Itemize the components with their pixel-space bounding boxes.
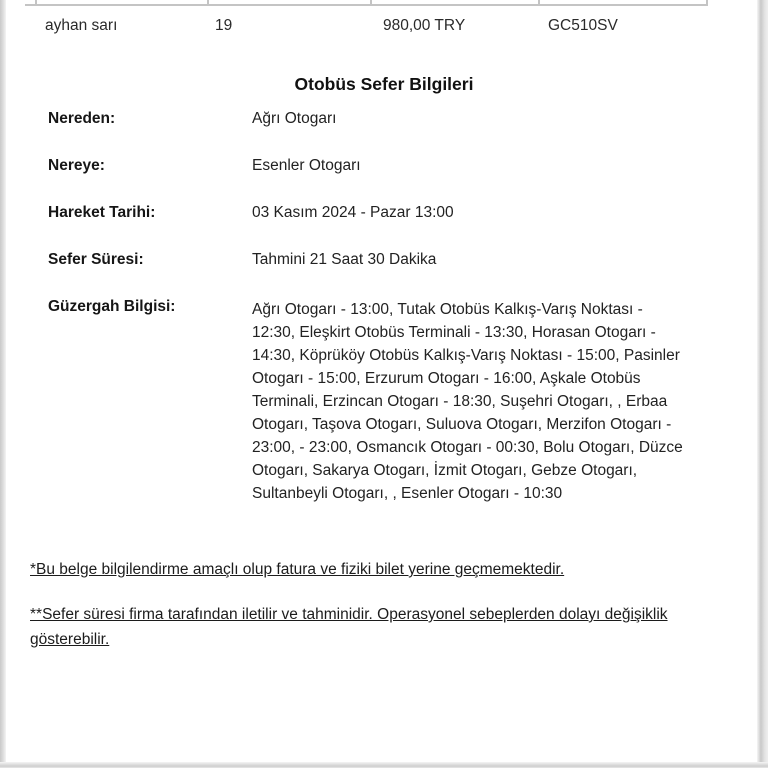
table-column-divider xyxy=(207,0,209,4)
field-label: Güzergah Bilgisi: xyxy=(48,298,176,315)
field-nereden xyxy=(48,110,336,128)
field-label: Nereye: xyxy=(48,157,105,174)
footnote-disclaimer: *Bu belge bilgilendirme amaçlı olup fatura ve fiziki bilet yerine geçmemektedir. xyxy=(30,561,565,578)
page-title: Otobüs Sefer Bilgileri xyxy=(294,74,474,94)
field-value: Ağrı Otogarı xyxy=(252,110,337,127)
seat-number-cell: 19 xyxy=(215,17,233,34)
table-border-fragment xyxy=(25,0,708,6)
field-label: Hareket Tarihi: xyxy=(48,204,156,221)
ticket-code-cell: GC510SV xyxy=(548,17,618,34)
page-edge-bottom xyxy=(0,762,768,768)
field-nereye xyxy=(48,157,361,175)
footnote-duration-disclaimer: **Sefer süresi firma tarafından iletilir ve tahminidir. Operasyonel sebeplerden dolayı değişiklik gösterebilir. xyxy=(30,606,668,648)
field-sefer-suresi xyxy=(48,251,436,269)
field-hareket-tarihi xyxy=(48,204,454,222)
field-value: Tahmini 21 Saat 30 Dakika xyxy=(252,251,437,268)
passenger-name-cell: ayhan sarı xyxy=(45,17,118,34)
route-text: Ağrı Otogarı - 13:00, Tutak Otobüs Kalkış-Varış Noktası - 12:30, Eleşkirt Otobüs Terminali - 13:30, Horasan Otogarı - 14:30, Köprüköy Otobüs Kalkış-Varış Noktası - 15:00, Pasinler Otogarı - 15:00, Erzurum Otogarı - 16:00, Aşkale Otobüs Terminali, Erzincan Otogarı - 18:30, Suşehri Otogarı, , Erbaa Otogarı, Taşova Otogarı, Suluova Otogarı, Merzifon Otogarı - 23:00, - 23:00, Osmancık Otogarı - 00:30, Bolu Otogarı, Düzce Otogarı, Sakarya Otogarı, İzmit Otogarı, Gebze Otogarı, Sultanbeyli Otogarı, , Esenler Otogarı - 10:30 xyxy=(252,301,683,502)
table-column-divider xyxy=(706,0,708,4)
table-column-divider xyxy=(370,0,372,4)
table-column-divider xyxy=(35,0,37,4)
field-value: 03 Kasım 2024 - Pazar 13:00 xyxy=(252,204,454,221)
field-value: Esenler Otogarı xyxy=(252,157,361,174)
field-guzergah-bilgisi xyxy=(48,298,686,505)
field-label: Nereden: xyxy=(48,110,116,127)
ticket-price-cell: 980,00 TRY xyxy=(383,17,466,34)
page-edge-left xyxy=(0,0,6,768)
page-edge-right xyxy=(757,0,768,768)
field-label: Sefer Süresi: xyxy=(48,251,144,268)
table-column-divider xyxy=(538,0,540,4)
